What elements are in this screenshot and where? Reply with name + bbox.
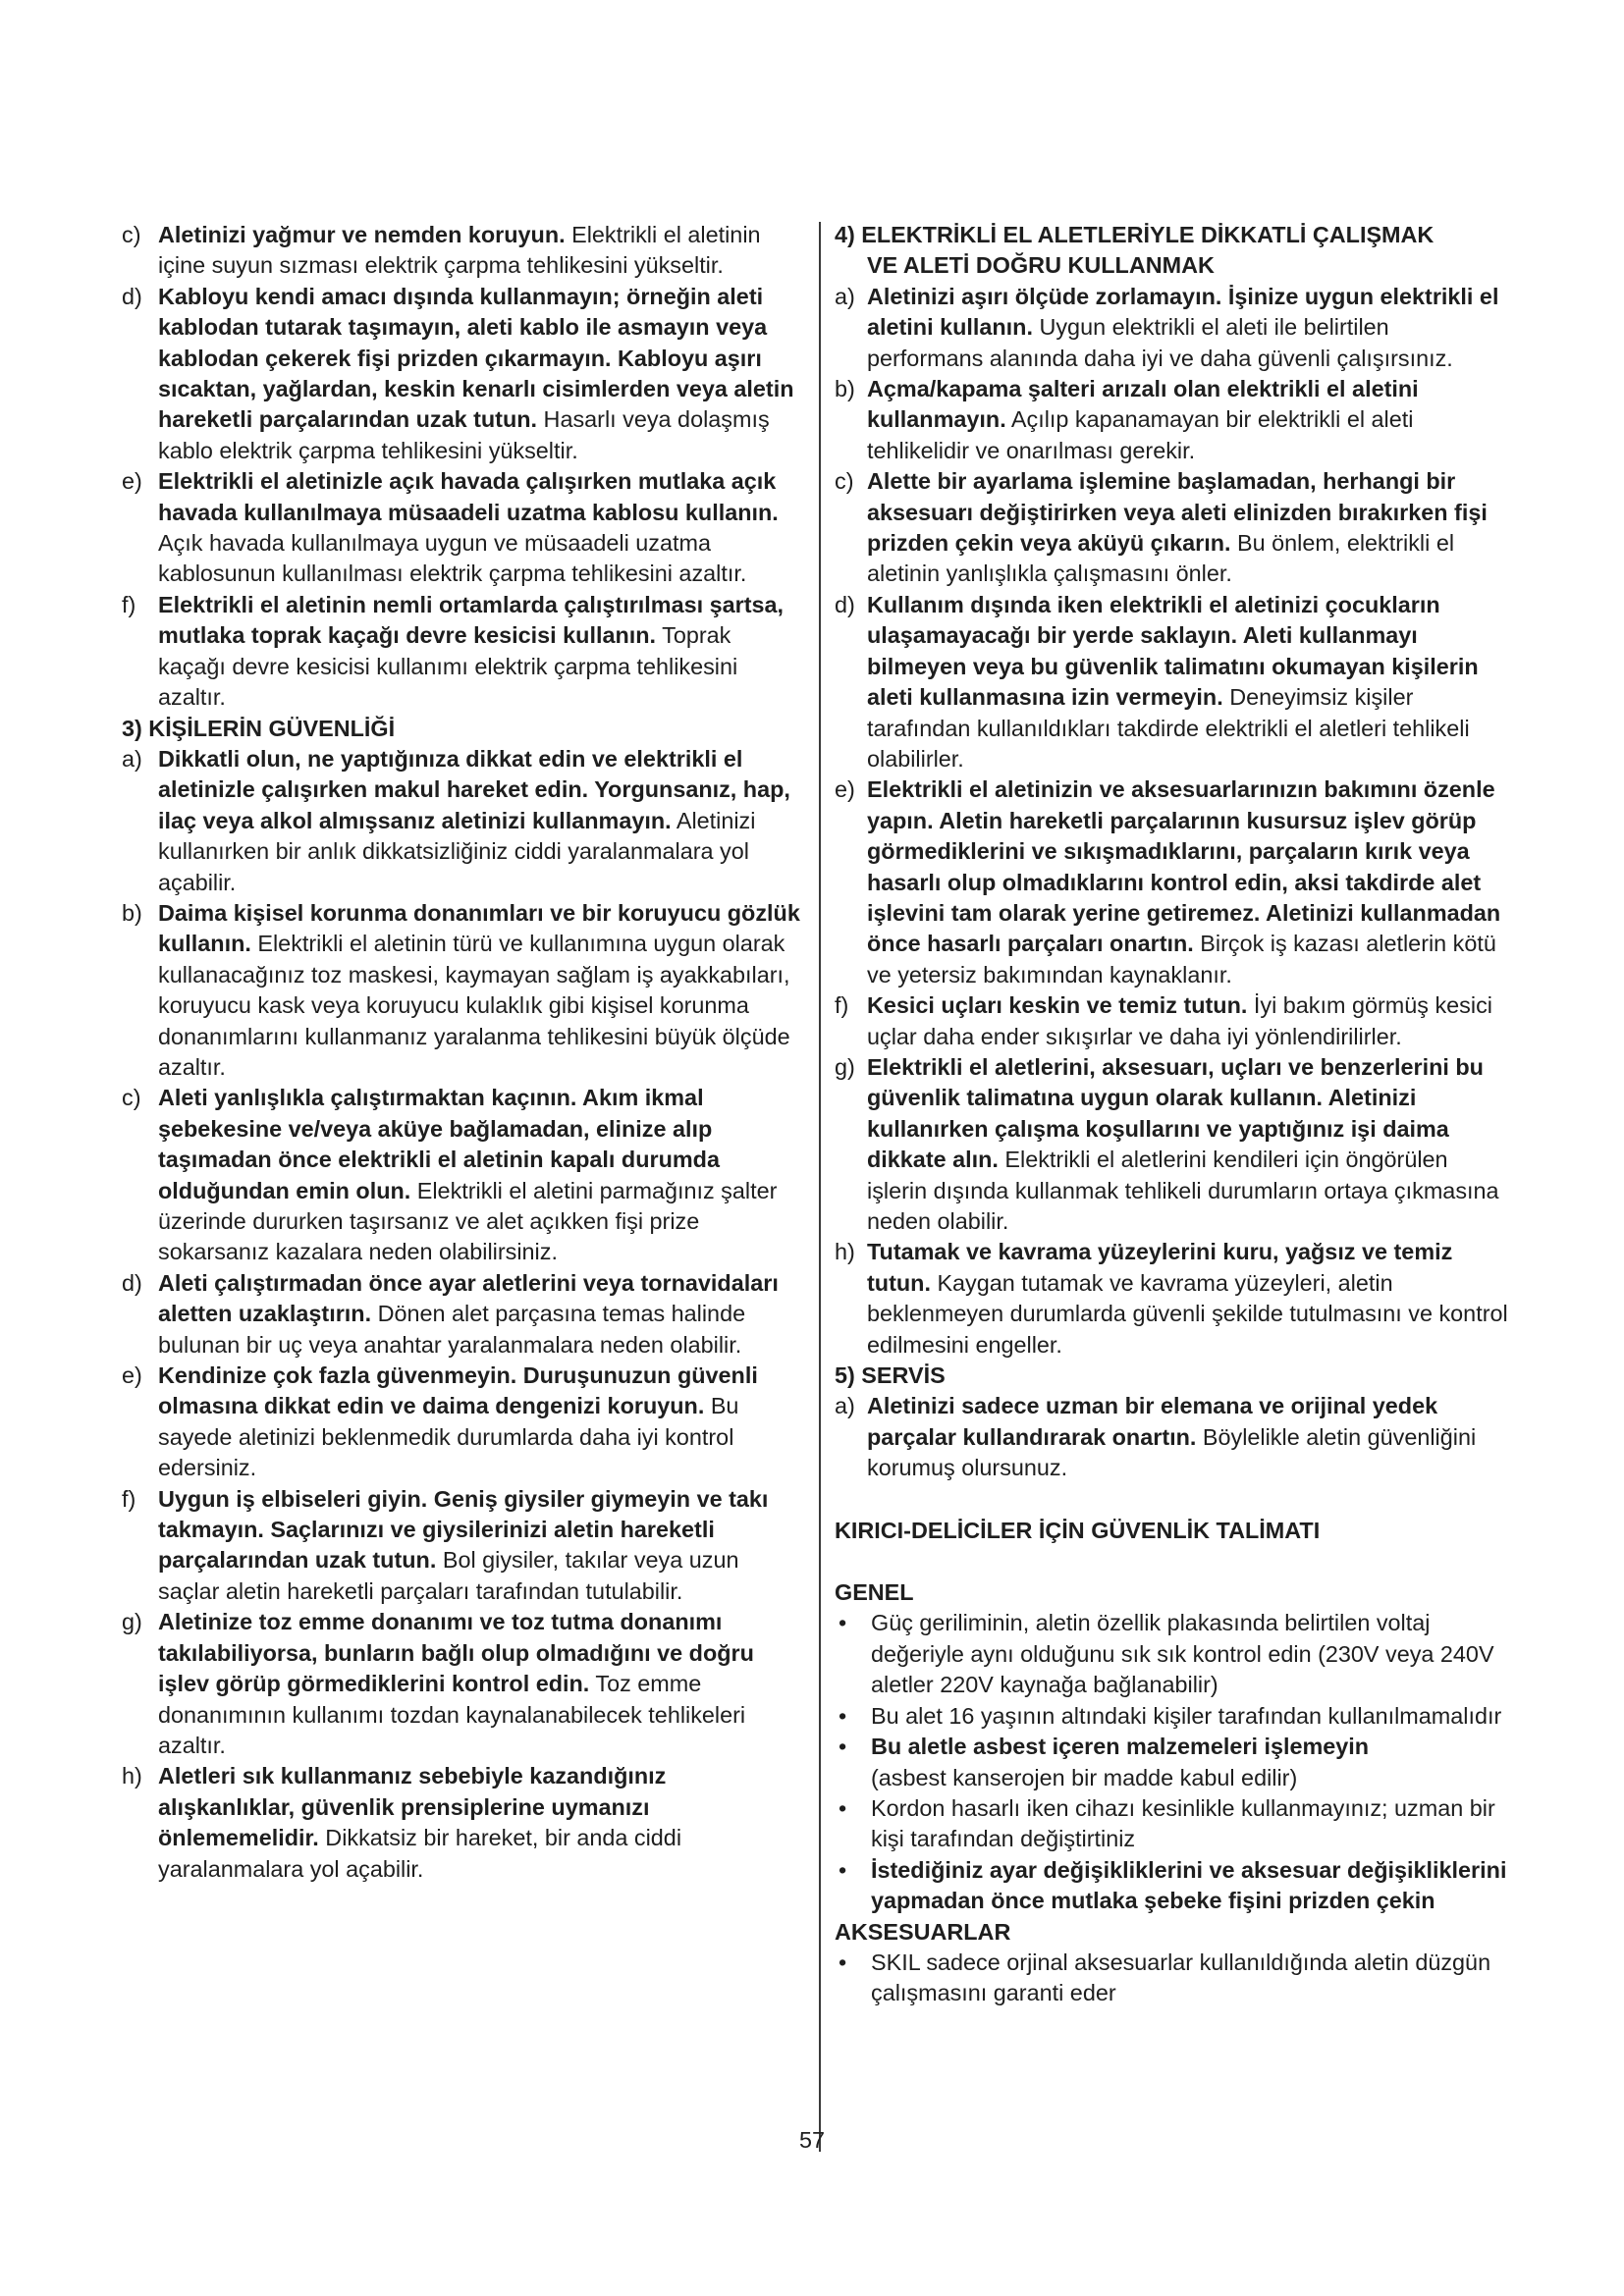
list-item: e) Kendinize çok fazla güvenmeyin. Duruşunuzun güvenli olmasına dikkat edin ve daima dengenizi koruyun. Bu sayede aletinizi beklenmedik durumlarda daha iyi kontrol edersiniz. [122, 1362, 758, 1481]
list-item: d) Aleti çalıştırmadan önce ayar aletlerini veya tornavidaları aletten uzaklaştırın. Dönen alet parçasına temas halinde bulunan bir uç veya anahtar yaralanmalara neden olabilir. [122, 1269, 779, 1358]
list-item: d) Kullanım dışında iken elektrikli el aletinizi çocukların ulaşamayacağı bir yerde saklayın. Aleti kullanmayı bilmeyen veya bu güvenlik talimatını okumayan kişilerin aleti kullanmasına izin vermeyin. Deneyimsiz kişiler tarafından kullanıldıkları takdirde elektrikli el aletleri tehlikeli olabilirler. [835, 591, 1479, 772]
list-item: d) Kabloyu kendi amacı dışında kullanmayın; örneğin aleti kablodan tutarak taşımayın, aleti kablo ile asmayın veya kablodan çekerek fişi prizden çıkarmayın. Kabloyu aşırı sıcaktan, yağlardan, keskin kenarlı cisimlerden veya aletin hareketli parçalarından uzak tutun. Hasarlı veya dolaşmış kablo elektrik çarpma tehlikesini yükseltir. [122, 283, 794, 463]
bullet-icon: • [839, 1734, 847, 1760]
section-heading: 3) KİŞİLERİN GÜVENLİĞİ [122, 715, 396, 741]
list-item: e) Elektrikli el aletinizin ve aksesuarlarınızın bakımını özenle yapın. Aletin hareketli parçalarının kusursuz işlev görüp görmediklerini ve sıkışmadıklarını, parçaların kırık veya hasarlı olup olmadıklarını kontrol edin, aksi takdirde alet işlevini tam olarak yerine getiremez. Aletinizi kullanmadan önce hasarlı parçaları onartın. Birçok iş kazası aletlerin kötü ve yetersiz bakımından kaynaklanır. [835, 776, 1501, 988]
bullet-icon: • [839, 1610, 847, 1636]
list-item: g) Elektrikli el aletlerini, aksesuarı, uçları ve benzerlerini bu güvenlik talimatına uygun olarak kullanın. Aletinizi kullanırken çalışma koşullarını ve yaptığınız işi daima dikkate alın. Elektrikli el aletlerini kendileri için öngörülen işlerin dışında kullanmak tehlikeli durumların ortaya çıkmasına neden olabilir. [835, 1053, 1499, 1234]
list-item: c) Aletinizi yağmur ve nemden koruyun. Elektrikli el aletinin içine suyun sızması elektrik çarpma tehlikesini yükseltir. [122, 222, 761, 279]
left-column [122, 220, 803, 1885]
page-number: 57 [798, 2127, 826, 2153]
list-item: c) Alette bir ayarlama işlemine başlamadan, herhangi bir aksesuarı değiştirirken veya aleti elinizden bırakırken fişi prizden çekin veya aküyü çıkarın. Bu önlem, elektrikli el aletinin yanlışlıkla çalışmasını önler. [835, 468, 1488, 587]
list-item: b) Açma/kapama şalteri arızalı olan elektrikli el aletini kullanmayın. Açılıp kapanamayan bir elektrikli el aleti tehlikelidir ve onarılması gerekir. [835, 376, 1419, 463]
list-item: a) Aletinizi sadece uzman bir elemana ve orijinal yedek parçalar kullandırarak onartın. Böylelikle aletin güvenliğini korumuş olursunuz. [835, 1393, 1477, 1481]
bullet-item: • Kordon hasarlı iken cihazı kesinlikle kullanmayınız; uzman bir kişi tarafından değiştirtiniz [839, 1794, 1495, 1852]
list-item: f) Elektrikli el aletinin nemli ortamlarda çalıştırılması şartsa, mutlaka toprak kaçağı devre kesicisi kullanın. Toprak kaçağı devre kesicisi kullanımı elektrik çarpma tehlikesini azaltır. [122, 591, 785, 711]
list-item: c) Aleti yanlışlıkla çalıştırmaktan kaçının. Akım ikmal şebekesine ve/veya aküye bağlamadan, elinize alıp taşımadan önce elektrikli el aletinin kapalı durumda olduğundan emin olun. Elektrikli el aletini parmağınız şalter üzerinde dururken taşırsanız ve alet açıkken fişi prize sokarsanız kazalara neden olabilirsiniz. [122, 1085, 778, 1265]
subsection-heading: AKSESUARLAR [835, 1918, 1011, 1945]
main-title: KIRICI-DELİCİLER İÇİN GÜVENLİK TALİMATI [835, 1517, 1321, 1543]
section-heading-continued: VE ALETİ DOĞRU KULLANMAK [867, 252, 1215, 279]
bullet-icon: • [839, 1949, 847, 1975]
bullet-item: • SKIL sadece orjinal aksesuarlar kullanıldığında aletin düzgün çalışmasını garanti eder [839, 1949, 1491, 2006]
list-item: b) Daima kişisel korunma donanımları ve bir koruyucu gözlük kullanın. Elektrikli el aletinin türü ve kullanımına uygun olarak kullanacağınız toz maskesi, kaymayan sağlam iş ayakkabıları, koruyucu kask veya koruyucu kulaklık gibi kişisel korunma donanımlarını kullanmanız yaralanma tehlikesini büyük ölçüde azaltır. [122, 899, 800, 1080]
bullet-icon: • [839, 1856, 847, 1883]
bullet-icon: • [839, 1702, 847, 1729]
list-item: g) Aletinize toz emme donanımı ve toz tutma donanımı takılabiliyorsa, bunların bağlı olup olmadığını ve doğru işlev görüp görmediklerini kontrol edin. Toz emme donanımının kullanımı tozdan kaynalanabilecek tehlikeleri azaltır. [122, 1609, 754, 1758]
list-item: f) Kesici uçları keskin ve temiz tutun. İyi bakım görmüş kesici uçlar daha ender sıkışırlar ve daha iyi yönlendirilirler. [835, 992, 1492, 1049]
list-item: e) Elektrikli el aletinizle açık havada çalışırken mutlaka açık havada kullanılmaya müsaadeli uzatma kablosu kullanın. Açık havada kullanılmaya uygun ve müsaadeli uzatma kablosunun kullanılması elektrik çarpma tehlikesini azaltır. [122, 468, 779, 587]
bullet-item: • Bu alet 16 yaşının altındaki kişiler tarafından kullanılmamalıdır [835, 1701, 1508, 1732]
subsection-heading: GENEL [835, 1579, 914, 1606]
list-item: a) Dikkatli olun, ne yaptığınıza dikkat edin ve elektrikli el aletinizle çalışırken makul hareket edin. Yorgunsanız, hap, ilaç veya alkol almışsanız aletinizi kullanmayın. Aletinizi kullanırken bir anlık dikkatsizliğiniz ciddi yaralanmalara yol açabilir. [122, 745, 790, 895]
list-item: f) Uygun iş elbiseleri giyin. Geniş giysiler giymeyin ve takı takmayın. Saçlarınızı ve giysilerinizi aletin hareketli parçalarından uzak tutun. Bol giysiler, takılar veya uzun saçlar aletin hareketli parçaları tarafından tutulabilir. [122, 1485, 769, 1604]
right-column [835, 220, 1508, 2009]
list-item: a) Aletinizi aşırı ölçüde zorlamayın. İşinize uygun elektrikli el aletini kullanın. Uygun elektrikli el aleti ile belirtilen performans alanında daha iyi ve daha güvenli çalışırsınız. [835, 283, 1499, 371]
section-heading: 4) ELEKTRİKLİ EL ALETLERİYLE DİKKATLİ ÇALIŞMAK [835, 222, 1435, 247]
bullet-item: • Bu aletle asbest içeren malzemeleri işlemeyin (asbest kanserojen bir madde kabul edilir) [839, 1734, 1370, 1790]
bullet-item: • Güç geriliminin, aletin özellik plakasında belirtilen voltaj değeriyle aynı olduğunu sık sık kontrol edin (230V veya 240V aletler 220V kaynağa bağlanabilir) [839, 1610, 1494, 1698]
bullet-item: • İstediğiniz ayar değişikliklerini ve aksesuar değişikliklerini yapmadan önce mutlaka şebeke fişini prizden çekin [839, 1856, 1507, 1914]
section-heading: 5) SERVİS [835, 1362, 946, 1389]
list-item: h) Aletleri sık kullanmanız sebebiyle kazandığınız alışkanlıklar, güvenlik prensiplerine uymanızı önlememelidir. Dikkatsiz bir hareket, bir anda ciddi yaralanmalara yol açabilir. [122, 1763, 682, 1882]
column-divider [819, 222, 821, 2152]
bullet-icon: • [839, 1794, 847, 1821]
list-item: h) Tutamak ve kavrama yüzeylerini kuru, yağsız ve temiz tutun. Kaygan tutamak ve kavrama yüzeyleri, aletin beklenmeyen durumlarda güvenli şekilde tutulmasını ve kontrol edilmesini engeller. [835, 1239, 1508, 1358]
